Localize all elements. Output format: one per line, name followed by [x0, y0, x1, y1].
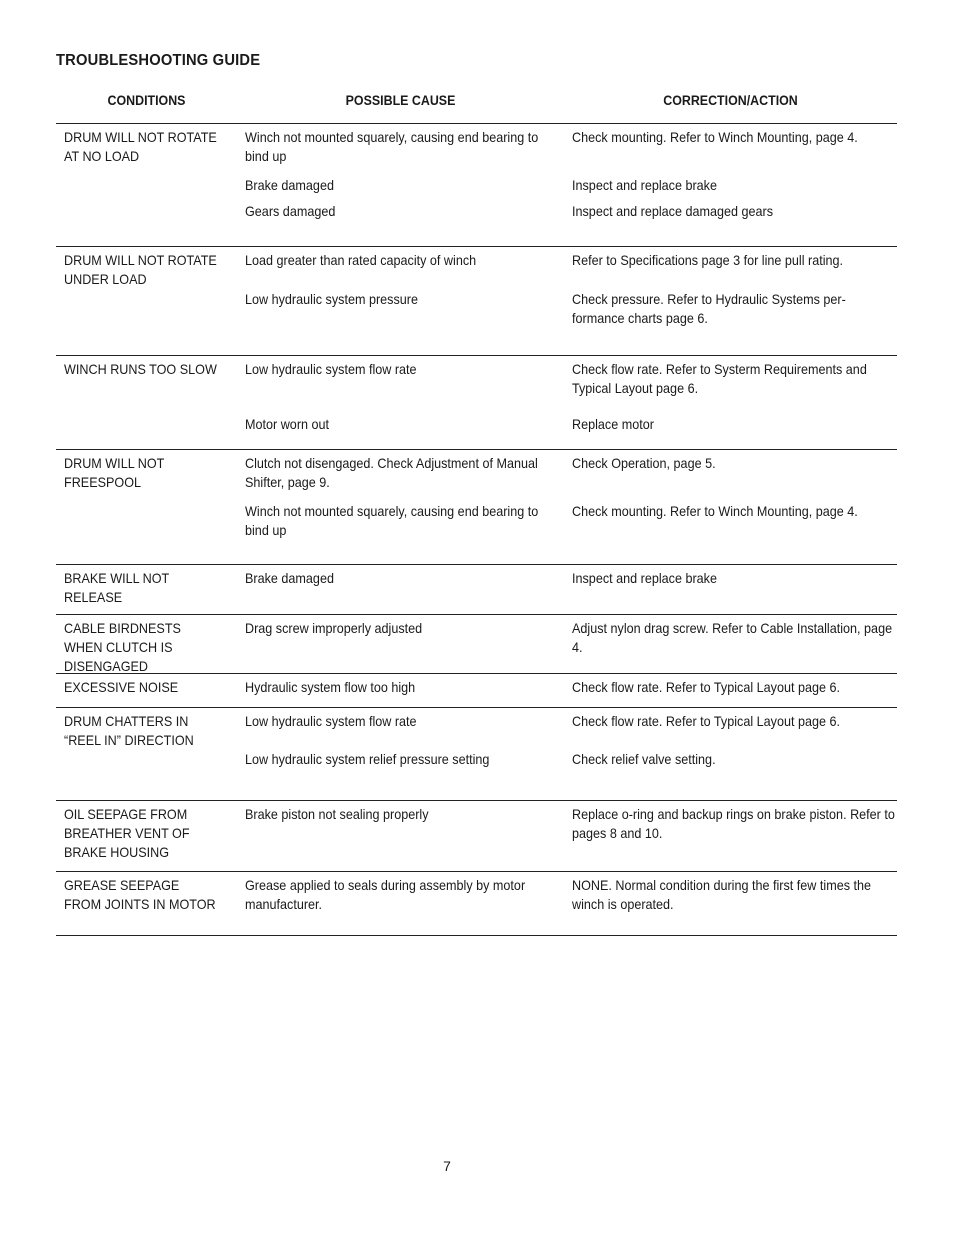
- condition-group: [56, 872, 897, 936]
- table-row: [237, 450, 897, 502]
- action-cell: [564, 176, 897, 195]
- condition-cell: [56, 356, 237, 449]
- cause-cell: [237, 750, 564, 769]
- cause-cell: [237, 502, 564, 540]
- action-text: Check flow rate. Refer to Typical Layout page 6.: [572, 679, 841, 695]
- table-row: [237, 176, 897, 202]
- action-text: Check flow rate. Refer to Systerm Requirements and Typical Layout page 6.: [572, 361, 867, 396]
- cause-cell: [237, 290, 564, 328]
- cause-text: Hydraulic system flow too high: [245, 679, 416, 695]
- cause-text: Grease applied to seals during assembly by motor manufacturer.: [245, 877, 526, 912]
- condition-group: [56, 565, 897, 615]
- table-row: [237, 356, 897, 415]
- cause-cell: [237, 202, 564, 221]
- action-text: Check Operation, page 5.: [572, 455, 716, 471]
- table-row: [237, 615, 897, 667]
- cause-cell: [237, 176, 564, 195]
- action-text: Inspect and replace brake: [572, 177, 717, 193]
- condition-text: DRUM WILL NOT ROTATE UNDER LOAD: [64, 252, 217, 287]
- condition-group: [56, 615, 897, 674]
- table-row: [237, 202, 897, 228]
- cause-action-list: [237, 674, 897, 707]
- cause-text: Brake damaged: [245, 177, 334, 193]
- condition-group: [56, 708, 897, 801]
- table-row: [237, 708, 897, 750]
- action-cell: [564, 128, 897, 166]
- cause-text: Winch not mounted squarely, causing end bearing to bind up: [245, 129, 539, 164]
- condition-text: CABLE BIRDNESTS WHEN CLUTCH IS DISENGAGED: [64, 620, 181, 674]
- troubleshooting-table: [56, 93, 897, 936]
- action-cell: [564, 876, 897, 914]
- condition-group: [56, 356, 897, 450]
- condition-cell: [56, 247, 237, 355]
- condition-group: [56, 247, 897, 356]
- cause-cell: [237, 876, 564, 914]
- cause-text: Low hydraulic system flow rate: [245, 713, 417, 729]
- cause-text: Winch not mounted squarely, causing end bearing to bind up: [245, 503, 539, 538]
- cause-cell: [237, 712, 564, 731]
- action-cell: [564, 415, 897, 434]
- condition-cell: [56, 708, 237, 800]
- page-title: TROUBLESHOOTING GUIDE: [56, 52, 261, 69]
- action-text: Check pressure. Refer to Hydraulic Systems per-formance charts page 6.: [572, 291, 846, 326]
- condition-text: WINCH RUNS TOO SLOW: [64, 361, 217, 377]
- action-cell: [564, 750, 897, 769]
- cause-cell: [237, 454, 564, 492]
- condition-text: EXCESSIVE NOISE: [64, 679, 179, 695]
- cause-action-list: [237, 801, 897, 871]
- table-row: [237, 674, 897, 707]
- action-text: NONE. Normal condition during the first few times the winch is operated.: [572, 877, 872, 912]
- table-body: [56, 124, 897, 936]
- cause-action-list: [237, 708, 897, 800]
- table-row: [237, 801, 897, 853]
- condition-cell: [56, 124, 237, 246]
- table-row: [237, 415, 897, 444]
- cause-action-list: [237, 872, 897, 935]
- cause-cell: [237, 415, 564, 434]
- cause-text: Low hydraulic system pressure: [245, 291, 418, 307]
- cause-cell: [237, 128, 564, 166]
- table-row: [237, 565, 897, 598]
- table-row: [237, 247, 897, 290]
- action-cell: [564, 202, 897, 221]
- action-text: Check mounting. Refer to Winch Mounting, page 4.: [572, 129, 858, 145]
- cause-action-list: [237, 565, 897, 614]
- cause-text: Low hydraulic system relief pressure setting: [245, 751, 490, 767]
- condition-cell: [56, 872, 237, 935]
- condition-text: GREASE SEEPAGE FROM JOINTS IN MOTOR: [64, 877, 216, 912]
- cause-cell: [237, 678, 564, 697]
- cause-action-list: [237, 124, 897, 246]
- cause-action-list: [237, 247, 897, 355]
- cause-text: Gears damaged: [245, 203, 336, 219]
- cause-action-list: [237, 356, 897, 449]
- cause-text: Load greater than rated capacity of winch: [245, 252, 477, 268]
- condition-cell: [56, 565, 237, 614]
- table-header: [56, 93, 897, 124]
- action-text: Refer to Specifications page 3 for line pull rating.: [572, 252, 844, 268]
- action-cell: [564, 502, 897, 540]
- condition-cell: [56, 674, 237, 707]
- action-text: Check flow rate. Refer to Typical Layout page 6.: [572, 713, 841, 729]
- action-text: Inspect and replace damaged gears: [572, 203, 774, 219]
- action-cell: [564, 805, 897, 843]
- page-number: 7: [443, 1158, 451, 1174]
- cause-cell: [237, 569, 564, 588]
- cause-action-list: [237, 450, 897, 564]
- action-cell: [564, 569, 897, 588]
- cause-cell: [237, 251, 564, 270]
- cause-cell: [237, 805, 564, 843]
- condition-text: OIL SEEPAGE FROM BREATHER VENT OF BRAKE HOUSING: [64, 806, 190, 860]
- action-cell: [564, 290, 897, 328]
- action-cell: [564, 360, 897, 398]
- cause-action-list: [237, 615, 897, 673]
- condition-group: [56, 124, 897, 247]
- cause-text: Drag screw improperly adjusted: [245, 620, 423, 636]
- action-text: Replace o-ring and backup rings on brake piston. Refer to pages 8 and 10.: [572, 806, 895, 841]
- header-possible-cause: POSSIBLE CAUSE: [345, 93, 456, 108]
- cause-text: Brake piston not sealing properly: [245, 806, 429, 822]
- condition-group: [56, 674, 897, 708]
- table-row: [237, 290, 897, 338]
- table-row: [237, 124, 897, 176]
- condition-text: BRAKE WILL NOT RELEASE: [64, 570, 170, 605]
- table-row: [237, 872, 897, 924]
- condition-text: DRUM WILL NOT FREESPOOL: [64, 455, 165, 490]
- action-cell: [564, 251, 897, 270]
- action-cell: [564, 678, 897, 697]
- header-conditions: CONDITIONS: [107, 93, 186, 108]
- cause-text: Motor worn out: [245, 416, 330, 432]
- action-text: Check mounting. Refer to Winch Mounting, page 4.: [572, 503, 858, 519]
- action-cell: [564, 712, 897, 731]
- condition-cell: [56, 450, 237, 564]
- cause-cell: [237, 360, 564, 398]
- cause-text: Clutch not disengaged. Check Adjustment of Manual Shifter, page 9.: [245, 455, 538, 490]
- action-text: Adjust nylon drag screw. Refer to Cable Installation, page 4.: [572, 620, 893, 655]
- condition-cell: [56, 615, 237, 673]
- action-cell: [564, 454, 897, 492]
- cause-cell: [237, 619, 564, 657]
- action-text: Inspect and replace brake: [572, 570, 717, 586]
- condition-text: DRUM CHATTERS IN “REEL IN” DIRECTION: [64, 713, 194, 748]
- header-correction-action: CORRECTION/ACTION: [663, 93, 798, 108]
- condition-group: [56, 801, 897, 872]
- action-cell: [564, 619, 897, 657]
- action-text: Check relief valve setting.: [572, 751, 716, 767]
- table-row: [237, 502, 897, 550]
- cause-text: Low hydraulic system flow rate: [245, 361, 417, 377]
- condition-text: DRUM WILL NOT ROTATE AT NO LOAD: [64, 129, 217, 164]
- condition-cell: [56, 801, 237, 871]
- cause-text: Brake damaged: [245, 570, 334, 586]
- action-text: Replace motor: [572, 416, 654, 432]
- condition-group: [56, 450, 897, 565]
- table-row: [237, 750, 897, 779]
